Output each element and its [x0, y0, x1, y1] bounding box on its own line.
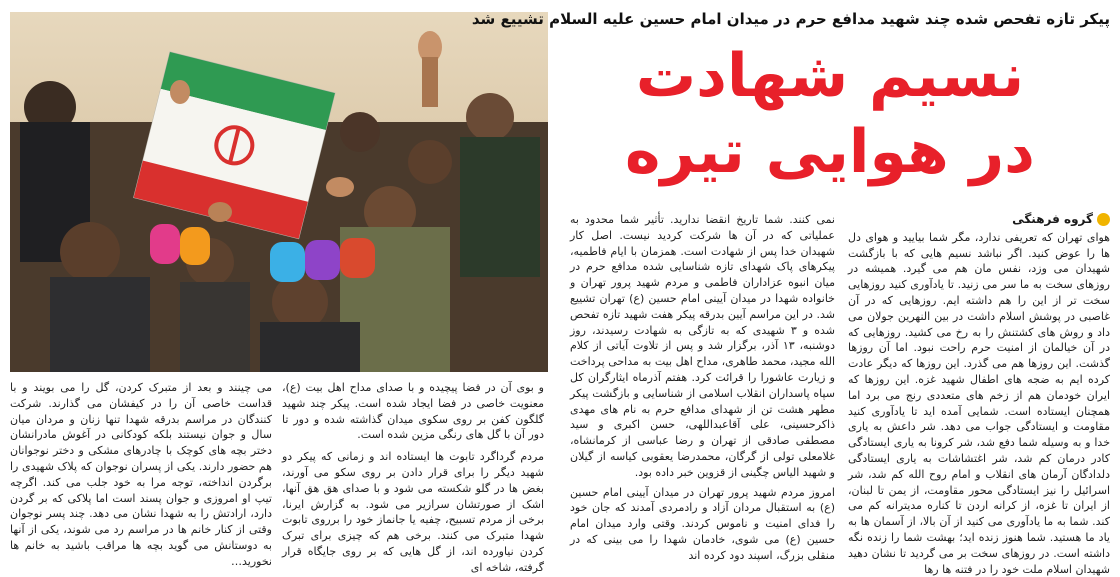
column-3-text-b: مردم گرداگرد تابوت ها ایستاده اند و زمانی که پیکر دو شهید دیگر را برای قرار دادن بر روی سکو می آورند، بغض ها در گلو شکسته می شود و با صدای هق هق آنها، اشک از صورتشان سرازیر می شود. به گزارش ایرنا، برخی از مردم تسبیح، چفیه یا جانماز خود را برروی تابوت شهدا متبرک می کنند. برخی هم که چیزی برای تبرک کردن نیاورده اند، از گل هایی که بر روی جایگاه قرار گرفته، شاخه ای	[282, 450, 544, 574]
headline-line-1: نسیم شهادت	[635, 41, 1025, 111]
section-icon	[1097, 213, 1110, 226]
headline-kicker: پیکر تازه تفحص شده چند شهید مدافع حرم در میدان امام حسین علیه السلام تشییع شد	[471, 10, 1110, 28]
article-column-3	[282, 380, 544, 574]
article-column-4	[10, 380, 272, 568]
column-4-text: می چینند و بعد از متبرک کردن، گل را می بویند و با قداست خاصی آن را در کیفشان می گذارند. شرکت کنندگان در مراسم بدرقه شهدا تنها زنان و مردان میان سال و جوان نیستند بلکه کودکانی در آغوش مادرانشان دختر بچه های کوچک با چادرهای مشکی و دختر نوجوانان هم حضور دارند. یکی از پسران نوجوان که پلاک شهیدی را برگردن انداخته، توجه مرا به خود جلب می کند. اگرچه تیپ او امروزی و جوان پسند است اما پلاکی که بر گردن دارد، ارادتش را به شهدا نشان می دهد. چند پسر نوجوان وقتی از کنار خانم ها در مراسم رد می شوند، یکی از آنها به دوستانش می گوید بچه ها مراقب باشید به خانم ها نخورید…	[10, 381, 272, 568]
column-1-text: هوای تهران که تعریفی ندارد، مگر شما بیایید و هوای دل ها را عوض کنید. اگر نباشد نسیم هایی که با بازگشت شهیدان می وزد، نفس مان هم می گیرد. همیشه در روزهای سخت به ما سر می زنید. تا یادآوری کنید روزهایی سخت تر از این را هم داشته ایم. روزهایی که در آن غاصبی در پوشش اسلام داشت در بین النهرین جولان می داد و روش های کشتنش را به رخ می کشید. روزهایی که در آن خیالمان از امنیت حرم راحت نبود. اما آن روزها گذشت. این روزها هم می گذرد. این روزها که دیگر عادت کرده ایم به ضجه های اطفال شهید غزه. این روزها که ایران خودمان هم از زخم های متعددی رنج می برد اما همچنان ایستاده است. شمایی آمده اید تا یادآوری کنید مقاومت و ایستادگی جواب می دهد. شر داعش به یاری خدا و به وسیله شما دفع شد، شر کرونا به یاری ایستادگی کادر درمان کم شد، شر اغتشاشات به یاری ایستادگی دلدادگان آرمان های انقلاب و امام روح الله کم شد، شر اسرائیل را نیز ایستادگی محور مقاومت، از یمن تا لبنان، از ایران تا غزه، از کرانه اردن تا کناره مدیترانه کم می کند. شما به ما یادآوری می کنید از آن بالا، از آسمان ها به یاد ما هستید. شما هنوز زنده اید؛ بهشت شما را زنده نگه داشته است. در روزهای سخت بر می گردید تا نشان دهید شهیدان اسلام ملت خود را در فتنه ها رها	[848, 230, 1110, 576]
column-3-text-a: و بوی آن در فضا پیچیده و با صدای مداح اهل بیت (ع)، معنویت خاصی در فضا ایجاد شده است. پیکر چند شهید گلگون کفن بر روی سکوی میدان گذاشته شده و دور تا دور آن با گل های رنگی مزین شده است.	[282, 381, 544, 442]
article-column-2	[570, 212, 835, 562]
funeral-crowd-image	[10, 12, 548, 372]
byline	[848, 212, 1110, 228]
byline-text: گروه فرهنگی	[1012, 212, 1093, 226]
main-headline	[560, 38, 1100, 190]
article-column-1	[848, 212, 1110, 576]
column-2-text-b: امروز مردم شهید پرور تهران در میدان آیینی امام حسین (ع) به استقبال مردان آزاد و رادمردی آمدند که جان خود را فدای امنیت و ناموس کردند. وقتی وارد میدان امام حسین (ع) می شوی، خادمان شهدا را می بینی که در منقلی بزرگ، اسپند دود کرده اند	[570, 485, 835, 562]
column-2-text-a: نمی کنند. شما تاریخ انقضا ندارید. تأثیر شما محدود به عملیاتی که در آن ها شرکت کردید نیست. اصل کار شهیدان خدا پس از شهادت است. همزمان با ایام فاطمیه، پیکرهای پاک شهدای تازه شناسایی شده مدافع حرم در میان انبوه عزاداران فاطمی و مردم شهید پرور تهران و خانواده شهدا در میدان آیینی امام حسین (ع) تهران تشییع شد. در این مراسم آیین بدرقه پیکر هفت شهید تازه تفحص شده و ۳ شهیدی که به تازگی به شهادت رسیدند، روز دوشنبه، ۱۳ آذر، برگزار شد و پس از تلاوت آیاتی از کلام الله مجید، محمد طاهری، مداح اهل بیت به مداحی پرداخت و زیارت عاشورا را قرائت کرد. هفتم آذرماه ایثارگران کل سپاه پاسداران انقلاب اسلامی از شناسایی و بازگشت پیکر مطهر هشت تن از شهدای مدافع حرم به نام های مهدی ذاکرحسینی، علی آقاعبداللهی، حسن اکبری و سید مصطفی صادقی از تهران و رضا عباسی از کرمانشاه، غلامعلی تولی از گرگان، محمدرضا یعقوبی کیاسه از گیلان و شهید الیاس چگینی از قزوین خبر داده بود.	[570, 213, 835, 479]
headline-line-2: در هوایی تیره	[625, 117, 1035, 187]
news-photo	[10, 12, 548, 372]
